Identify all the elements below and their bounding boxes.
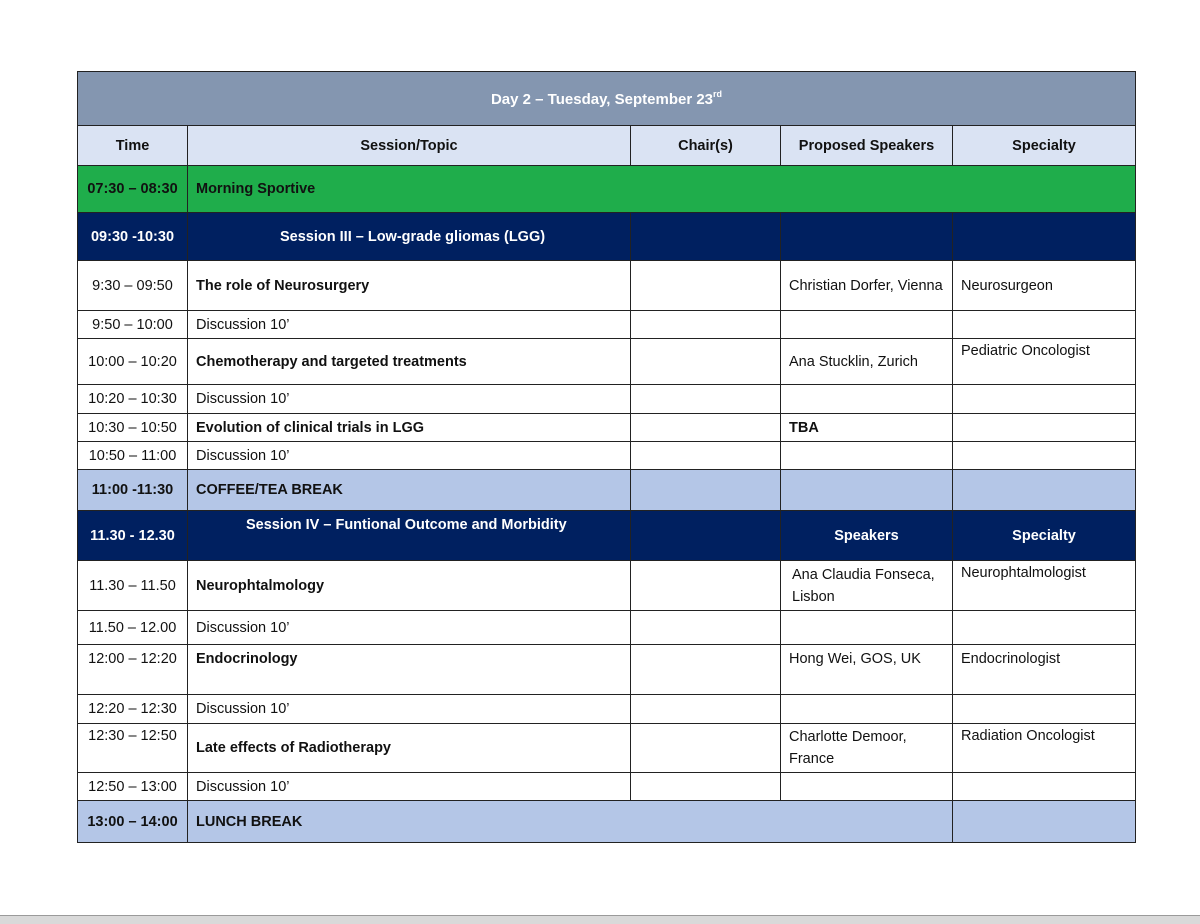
specialty-cell: [953, 311, 1136, 339]
speaker-cell: Hong Wei, GOS, UK: [781, 645, 953, 695]
table-row: [78, 339, 1136, 385]
time-cell: 09:30 -10:30: [78, 213, 188, 261]
chair-cell: [631, 311, 781, 339]
time-cell: 11.30 - 12.30: [78, 511, 188, 561]
specialty-cell: Endocrinologist: [953, 645, 1136, 695]
topic-cell: Evolution of clinical trials in LGG: [188, 414, 631, 442]
speaker-cell: [781, 385, 953, 414]
specialty-cell: [953, 801, 1136, 843]
speaker-cell: Charlotte Demoor, France: [781, 724, 953, 773]
chair-cell: [631, 724, 781, 773]
session-title: Session III – Low-grade gliomas (LGG): [188, 213, 631, 261]
time-cell: 07:30 – 08:30: [78, 166, 188, 213]
table-row: [78, 442, 1136, 470]
topic-cell: The role of Neurosurgery: [188, 261, 631, 311]
day-title: Day 2 – Tuesday, September 23rd: [78, 72, 1136, 126]
coffee-break-row: [78, 470, 1136, 511]
chair-cell: [631, 561, 781, 611]
table-row: [78, 385, 1136, 414]
table-row: [78, 773, 1136, 801]
time-cell: 10:30 – 10:50: [78, 414, 188, 442]
topic-cell: Discussion 10’: [188, 442, 631, 470]
chair-cell: [631, 213, 781, 261]
speaker-cell: [781, 695, 953, 724]
table-row: [78, 311, 1136, 339]
table-row: [78, 261, 1136, 311]
table-row: [78, 724, 1136, 773]
time-cell: 10:20 – 10:30: [78, 385, 188, 414]
speaker-cell: [781, 611, 953, 645]
speaker-cell: [781, 470, 953, 511]
speaker-cell: TBA: [781, 414, 953, 442]
topic-cell: LUNCH BREAK: [188, 801, 953, 843]
chair-cell: [631, 611, 781, 645]
specialty-header-cell: Specialty: [953, 511, 1136, 561]
sportive-row: [78, 166, 1136, 213]
chair-cell: [631, 511, 781, 561]
chair-cell: [631, 695, 781, 724]
specialty-cell: [953, 611, 1136, 645]
speaker-cell: [781, 442, 953, 470]
time-cell: 11:00 -11:30: [78, 470, 188, 511]
header-row: [78, 126, 1136, 166]
chair-cell: [631, 470, 781, 511]
page-bottom-edge: [0, 915, 1200, 924]
topic-cell: Discussion 10’: [188, 311, 631, 339]
time-cell: 12:20 – 12:30: [78, 695, 188, 724]
specialty-cell: [953, 773, 1136, 801]
header-speakers: Proposed Speakers: [781, 126, 953, 166]
topic-cell: Neurophtalmology: [188, 561, 631, 611]
time-cell: 9:30 – 09:50: [78, 261, 188, 311]
topic-cell: Chemotherapy and targeted treatments: [188, 339, 631, 385]
lunch-break-row: [78, 801, 1136, 843]
table-row: [78, 561, 1136, 611]
specialty-cell: Neurophtalmologist: [953, 561, 1136, 611]
program-table: [77, 71, 1136, 843]
topic-cell: COFFEE/TEA BREAK: [188, 470, 631, 511]
speaker-cell: [781, 311, 953, 339]
time-cell: 9:50 – 10:00: [78, 311, 188, 339]
specialty-cell: [953, 213, 1136, 261]
time-cell: 12:50 – 13:00: [78, 773, 188, 801]
time-cell: 12:00 – 12:20: [78, 645, 188, 695]
header-session: Session/Topic: [188, 126, 631, 166]
chair-cell: [631, 773, 781, 801]
speaker-cell: Ana Claudia Fonseca, Lisbon: [781, 561, 953, 611]
topic-cell: Late effects of Radiotherapy: [188, 724, 631, 773]
time-cell: 11.50 – 12.00: [78, 611, 188, 645]
header-time: Time: [78, 126, 188, 166]
session-title: Session IV – Funtional Outcome and Morbidity: [188, 511, 631, 561]
time-cell: 10:50 – 11:00: [78, 442, 188, 470]
time-cell: 11.30 – 11.50: [78, 561, 188, 611]
specialty-cell: [953, 385, 1136, 414]
topic-cell: Morning Sportive: [188, 166, 1136, 213]
title-row: [78, 72, 1136, 126]
chair-cell: [631, 414, 781, 442]
chair-cell: [631, 261, 781, 311]
specialty-cell: Neurosurgeon: [953, 261, 1136, 311]
chair-cell: [631, 442, 781, 470]
speaker-cell: [781, 773, 953, 801]
speaker-cell: Christian Dorfer, Vienna: [781, 261, 953, 311]
chair-cell: [631, 645, 781, 695]
time-cell: 13:00 – 14:00: [78, 801, 188, 843]
topic-cell: Discussion 10’: [188, 773, 631, 801]
speaker-cell: [781, 213, 953, 261]
speaker-header-cell: Speakers: [781, 511, 953, 561]
table-row: [78, 645, 1136, 695]
session-4-row: [78, 511, 1136, 561]
topic-cell: Endocrinology: [188, 645, 631, 695]
session-3-row: [78, 213, 1136, 261]
specialty-cell: [953, 470, 1136, 511]
specialty-cell: [953, 442, 1136, 470]
specialty-cell: Pediatric Oncologist: [953, 339, 1136, 385]
topic-cell: Discussion 10’: [188, 385, 631, 414]
table-row: [78, 414, 1136, 442]
speaker-cell: Ana Stucklin, Zurich: [781, 339, 953, 385]
header-specialty: Specialty: [953, 126, 1136, 166]
topic-cell: Discussion 10’: [188, 695, 631, 724]
topic-cell: Discussion 10’: [188, 611, 631, 645]
specialty-cell: [953, 695, 1136, 724]
chair-cell: [631, 385, 781, 414]
time-cell: 10:00 – 10:20: [78, 339, 188, 385]
specialty-cell: Radiation Oncologist: [953, 724, 1136, 773]
chair-cell: [631, 339, 781, 385]
time-cell: 12:30 – 12:50: [78, 724, 188, 773]
table-row: [78, 695, 1136, 724]
header-chairs: Chair(s): [631, 126, 781, 166]
specialty-cell: [953, 414, 1136, 442]
table-row: [78, 611, 1136, 645]
